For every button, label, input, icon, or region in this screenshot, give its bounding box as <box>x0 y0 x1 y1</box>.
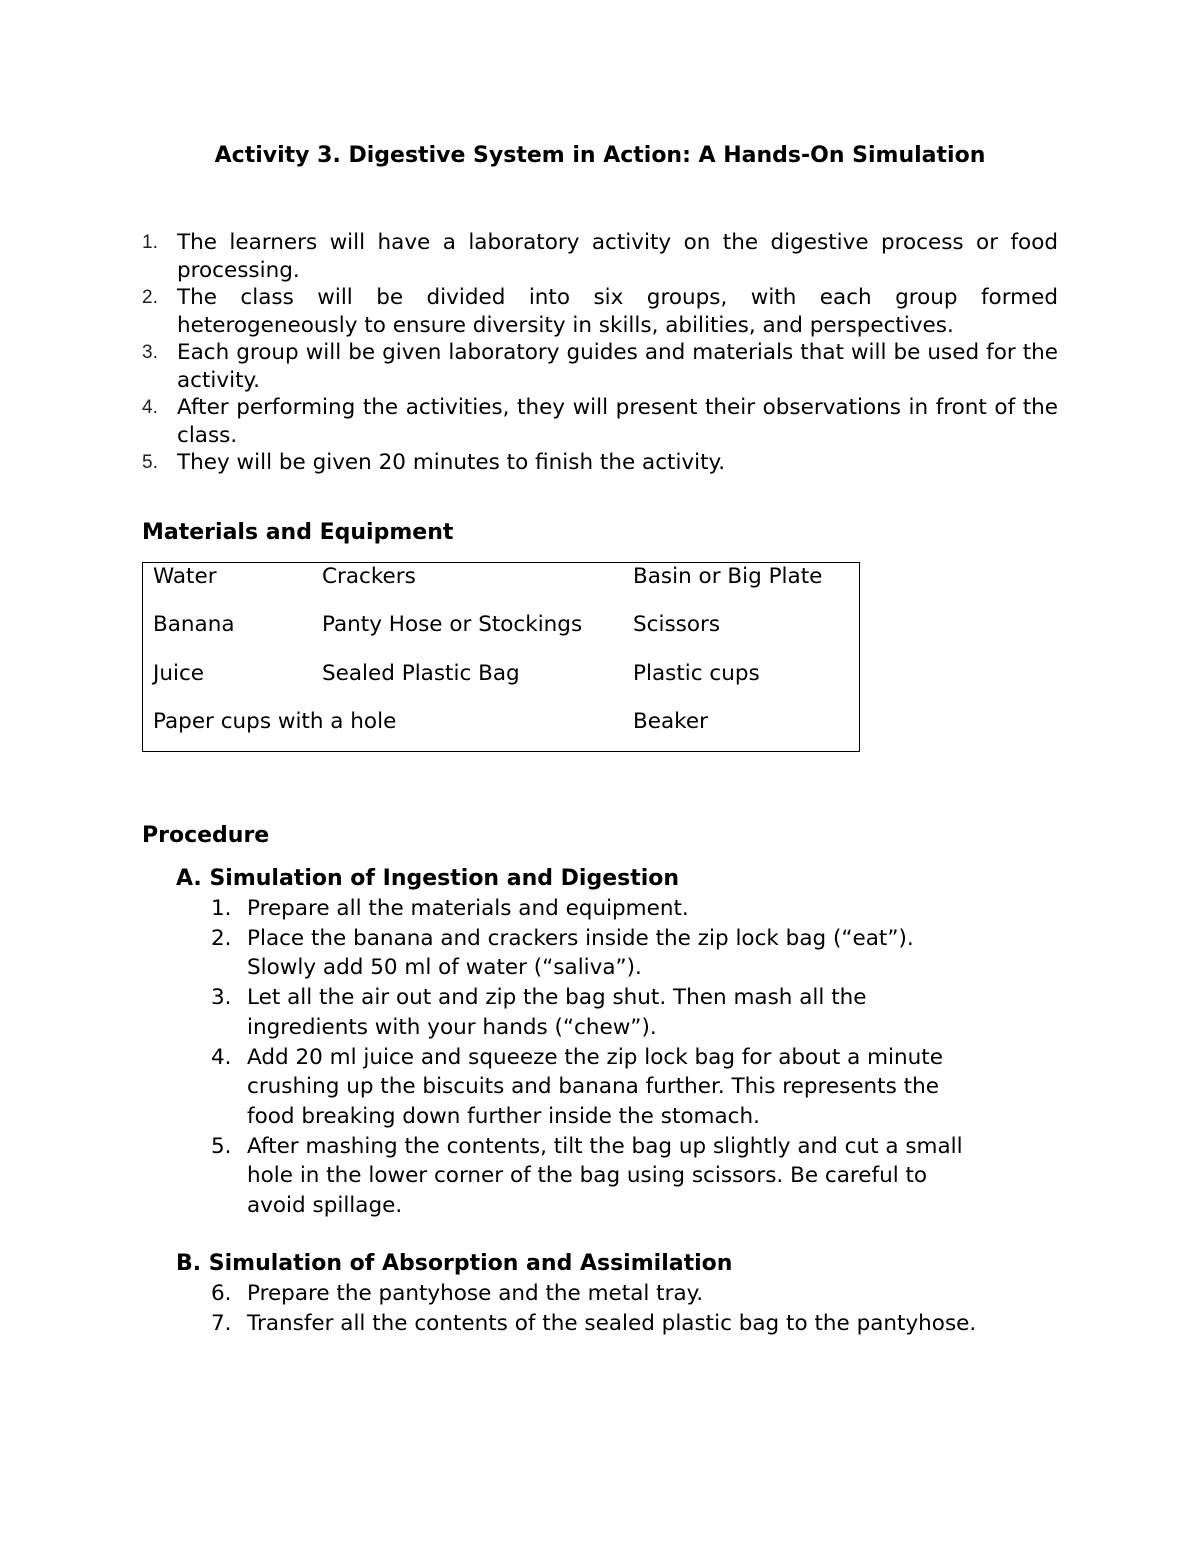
list-item <box>142 449 1058 477</box>
list-number: 1. <box>142 232 158 253</box>
table-cell: Banana <box>153 612 235 637</box>
section-b-heading: B. Simulation of Absorption and Assimilation <box>176 1251 733 1276</box>
step-number: 5. <box>211 1133 232 1159</box>
list-number: 5. <box>142 452 158 473</box>
list-item <box>142 394 1058 449</box>
list-item <box>142 284 1058 339</box>
section-a-heading: A. Simulation of Ingestion and Digestion <box>176 866 680 891</box>
intro-list <box>142 229 1058 477</box>
step-line: Place the banana and crackers inside the zip lock bag (“eat”). <box>247 925 914 951</box>
step-number: 1. <box>211 896 232 921</box>
page-title: Activity 3. Digestive System in Action: A Hands-On Simulation <box>214 143 986 168</box>
step-line: Transfer all the contents of the sealed plastic bag to the pantyhose. <box>247 1310 977 1336</box>
list-item-text: The class will be divided into six groups, with each group formed heterogeneously to ensure diversity in skills, abilities, and perspectives. <box>177 285 1058 338</box>
step-line: Add 20 ml juice and squeeze the zip lock bag for about a minute <box>247 1044 943 1070</box>
list-number: 3. <box>142 342 158 363</box>
step-number: 7. <box>211 1310 232 1336</box>
list-item-text: The learners will have a laboratory activity on the digestive process or food processing. <box>177 230 1058 283</box>
procedure-step <box>176 1309 1056 1339</box>
step-line: After mashing the contents, tilt the bag up slightly and cut a small <box>247 1133 963 1159</box>
step-line: Slowly add 50 ml of water (“saliva”). <box>247 955 642 981</box>
step-line: Prepare all the materials and equipment. <box>247 896 689 921</box>
procedure-step <box>176 1132 1056 1221</box>
list-item-text: Each group will be given laboratory guides and materials that will be used for the activity. <box>177 340 1058 393</box>
step-number: 2. <box>211 925 232 951</box>
step-line: food breaking down further inside the stomach. <box>247 1103 760 1129</box>
table-cell: Juice <box>153 661 204 686</box>
procedure-heading: Procedure <box>142 823 270 848</box>
table-cell: Sealed Plastic Bag <box>322 661 520 686</box>
materials-table <box>142 562 860 752</box>
procedure-steps-a <box>176 894 1056 1221</box>
procedure-steps-b <box>176 1279 1056 1338</box>
table-cell: Water <box>153 564 217 589</box>
procedure-step <box>176 1279 1056 1309</box>
list-number: 2. <box>142 287 158 308</box>
step-line: Prepare the pantyhose and the metal tray. <box>247 1281 704 1306</box>
list-item-text: After performing the activities, they will present their observations in front of the class. <box>177 395 1058 448</box>
step-line: avoid spillage. <box>247 1193 403 1219</box>
materials-heading: Materials and Equipment <box>142 520 454 545</box>
table-cell: Beaker <box>633 709 708 734</box>
table-cell: Basin or Big Plate <box>633 564 823 589</box>
table-cell: Scissors <box>633 612 721 637</box>
procedure-step <box>176 983 1056 1042</box>
table-cell: Panty Hose or Stockings <box>322 612 583 637</box>
step-number: 4. <box>211 1044 232 1070</box>
step-number: 6. <box>211 1281 232 1306</box>
list-item <box>142 229 1058 284</box>
procedure-step <box>176 924 1056 983</box>
step-line: Let all the air out and zip the bag shut. Then mash all the <box>247 985 867 1011</box>
step-line: crushing up the biscuits and banana further. This represents the <box>247 1074 939 1100</box>
table-cell: Plastic cups <box>633 661 760 686</box>
step-number: 3. <box>211 985 232 1011</box>
procedure-step <box>176 894 1056 924</box>
table-cell: Crackers <box>322 564 416 589</box>
table-cell: Paper cups with a hole <box>153 709 397 734</box>
step-line: ingredients with your hands (“chew”). <box>247 1014 657 1040</box>
list-number: 4. <box>142 397 158 418</box>
list-item <box>142 339 1058 394</box>
step-line: hole in the lower corner of the bag using scissors. Be careful to <box>247 1163 928 1189</box>
list-item-text: They will be given 20 minutes to finish the activity. <box>177 450 726 475</box>
procedure-step <box>176 1043 1056 1132</box>
